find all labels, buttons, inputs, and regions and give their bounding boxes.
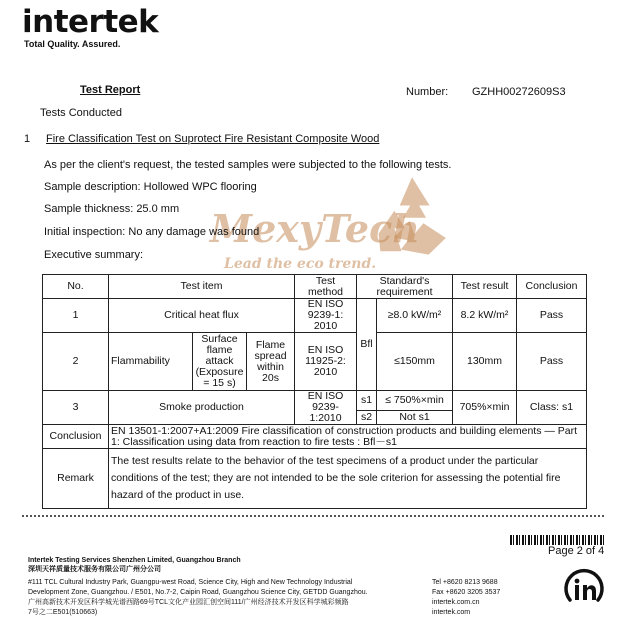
tests-conducted-heading: Tests Conducted — [40, 107, 122, 119]
conclusion-label: Conclusion — [43, 425, 109, 449]
row1-conclusion: Pass — [517, 299, 587, 333]
table-row — [43, 333, 587, 391]
row3-s1: s1 — [357, 391, 377, 411]
intertek-logo: intertek — [22, 4, 159, 40]
footer-address-3: 广州高新技术开发区科学城光谱西路69号TCL文化产业园汇创空间111/广州经济技术开发区科学城彩频路 — [28, 599, 349, 606]
row3-conclusion: Class: s1 — [517, 391, 587, 425]
header-no: No. — [43, 275, 109, 299]
barcode-image — [510, 535, 604, 545]
report-title: Test Report — [80, 84, 141, 96]
row2-method: EN ISO 11925-2: 2010 — [295, 333, 357, 391]
footer-address-2: Development Zone, Guangzhou. / E501, No.7-2, Caipin Road, Guangzhou Science City, GETDD Guangzhou. — [28, 589, 368, 596]
row1-method: EN ISO 9239-1: 2010 — [295, 299, 357, 333]
footer-address-1: #111 TCL Cultural Industry Park, Guangpu-west Road, Science City, High and New Technology Industrial — [28, 579, 353, 586]
row2-sub-surface: Surface flame attack (Exposure = 15 s) — [193, 333, 247, 391]
row1-result: 8.2 kW/m² — [453, 299, 517, 333]
row1-item: Critical heat flux — [109, 299, 295, 333]
section-number: 1 — [24, 133, 31, 145]
header-test-item: Test item — [109, 275, 295, 299]
table-row — [43, 299, 587, 333]
row2-item: Flammability — [109, 333, 193, 391]
footer-web-cn: intertek.com.cn — [432, 599, 480, 606]
conclusion-text: EN 13501-1:2007+A1:2009 Fire classification of construction products and building elements — Part 1: Classification using data from reaction to fire tests : Bfl－s1 — [109, 425, 587, 449]
footer-web: intertek.com — [432, 609, 471, 616]
table-header-row — [43, 275, 587, 299]
header-conclusion: Conclusion — [517, 275, 587, 299]
sample-thickness: Sample thickness: 25.0 mm — [44, 203, 180, 215]
remark-text: The test results relate to the behavior of the test specimens of a product under the particular conditions of the test; they are not intended to be the sole criterion for assessing the potential fire hazard of the product in use. — [109, 449, 587, 509]
conclusion-row — [43, 425, 587, 449]
footer-address-4: 7号之二E501(510663) — [28, 609, 98, 616]
row3-item: Smoke production — [109, 391, 295, 425]
header-standard-requirement: Standard's requirement — [357, 275, 453, 299]
table-row — [43, 391, 587, 411]
report-number-value: GZHH00272609S3 — [472, 86, 566, 98]
dotted-divider — [22, 515, 604, 517]
row3-s2-requirement: Not s1 — [377, 410, 453, 424]
intro-text: As per the client's request, the tested samples were subjected to the following tests. — [44, 159, 452, 171]
row3-no: 3 — [43, 391, 109, 425]
footer-fax: Fax +8620 3205 3537 — [432, 589, 501, 596]
row1-no: 1 — [43, 299, 109, 333]
initial-inspection: Initial inspection: No any damage was found — [44, 226, 260, 238]
remark-row — [43, 449, 587, 509]
results-table — [42, 274, 587, 509]
intertek-in-badge-icon — [562, 566, 606, 610]
row2-conclusion: Pass — [517, 333, 587, 391]
section-title: Fire Classification Test on Suprotect Fire Resistant Composite Wood — [46, 133, 380, 145]
sample-description: Sample description: Hollowed WPC flooring — [44, 181, 257, 193]
row2-requirement: ≤150mm — [377, 333, 453, 391]
row2-sub-edge: Flame spread within 20s — [247, 333, 295, 391]
row3-method: EN ISO 9239-1:2010 — [295, 391, 357, 425]
logo-tagline: Total Quality. Assured. — [24, 39, 121, 49]
row3-s2: s2 — [357, 410, 377, 424]
header-test-method: Test method — [295, 275, 357, 299]
header-test-result: Test result — [453, 275, 517, 299]
row1-requirement: ≥8.0 kW/m² — [377, 299, 453, 333]
executive-summary-label: Executive summary: — [44, 249, 144, 261]
footer-tel: Tel +8620 8213 9688 — [432, 579, 498, 586]
watermark-brand: MexyTech — [210, 206, 420, 251]
footer-company-en: Intertek Testing Services Shenzhen Limited, Guangzhou Branch — [28, 557, 241, 564]
row2-result: 130mm — [453, 333, 517, 391]
row3-s1-requirement: ≤ 750%×min — [377, 391, 453, 411]
row3-result: 705%×min — [453, 391, 517, 425]
remark-label: Remark — [43, 449, 109, 509]
class-cell: Bfl — [357, 299, 377, 391]
report-number-label: Number: — [406, 86, 449, 98]
watermark-slogan: Lead the eco trend. — [224, 256, 377, 272]
row2-no: 2 — [43, 333, 109, 391]
footer-company-cn: 深圳天祥质量技术服务有限公司广州分公司 — [28, 566, 161, 573]
page-number: Page 2 of 4 — [548, 545, 605, 557]
